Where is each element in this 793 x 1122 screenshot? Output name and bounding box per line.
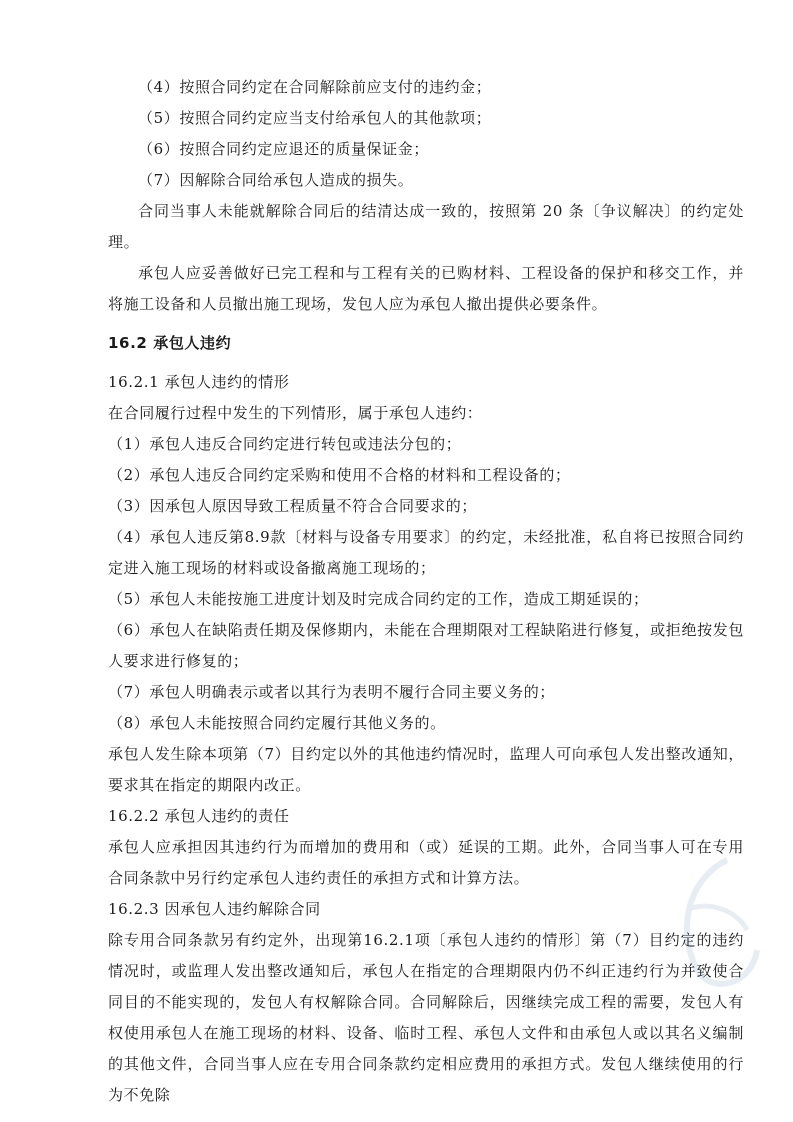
- paragraph-termination: 除专用合同条款另有约定外，出现第16.2.1项〔承包人违约的情形〕第（7）目约定的违约情况时，或监理人发出整改通知后，承包人在指定的合理期限内仍不纠正违约行为并致使合同目的不能实现的，发包人有权解除合同。合同解除后，因继续完成工程的需要，发包人有权使用承包人在施工现场的材料、设备、临时工程、承包人文件和由承包人或以其名义编制的其他文件，合同当事人应在专用合同条款约定相应费用的承担方式。发包人继续使用的行为不免除: [108, 931, 744, 1104]
- paragraph-handover: 承包人应妥善做好已完工程和与工程有关的已购材料、工程设备的保护和移交工作，并将施工设备和人员撤出施工现场，发包人应为承包人撤出提供必要条件。: [108, 264, 744, 313]
- paragraph-liability: 承包人应承担因其违约行为而增加的费用和（或）延误的工期。此外，合同当事人可在专用合同条款中另行约定承包人违约责任的承担方式和计算方法。: [108, 838, 744, 887]
- watermark-graphic: [657, 850, 767, 1000]
- subsection-heading-16-2-1: 16.2.1 承包人违约的情形: [108, 373, 290, 391]
- list-item: （5）承包人未能按施工进度计划及时完成合同约定的工作，造成工期延误的；: [108, 590, 649, 608]
- list-item: （7）承包人明确表示或者以其行为表明不履行合同主要义务的；: [108, 683, 555, 701]
- list-item: （5）按照合同约定应当支付给承包人的其他款项；: [138, 109, 492, 127]
- list-item: （8）承包人未能按照合同约定履行其他义务的。: [108, 714, 446, 732]
- paragraph-intro: 在合同履行过程中发生的下列情形，属于承包人违约：: [108, 404, 483, 422]
- document-body: [108, 72, 744, 1111]
- paragraph-rectification: 承包人发生除本项第（7）目约定以外的其他违约情况时，监理人可向承包人发出整改通知，要求其在指定的期限内改正。: [108, 745, 744, 794]
- list-item: （3）因承包人原因导致工程质量不符合合同要求的；: [108, 497, 477, 515]
- list-item: （7）因解除合同给承包人造成的损失。: [138, 171, 414, 189]
- subsection-heading-16-2-2: 16.2.2 承包人违约的责任: [108, 807, 290, 825]
- subsection-heading-16-2-3: 16.2.3 因承包人违约解除合同: [108, 900, 321, 918]
- section-heading-16-2: 16.2 承包人违约: [108, 334, 232, 352]
- list-item: （4）按照合同约定在合同解除前应支付的违约金；: [138, 78, 492, 96]
- list-item: （4）承包人违反第8.9款〔材料与设备专用要求〕的约定，未经批准，私自将已按照合同约定进入施工现场的材料或设备撤离施工现场的；: [108, 528, 744, 577]
- list-item: （6）承包人在缺陷责任期及保修期内，未能在合理期限对工程缺陷进行修复，或拒绝按发包人要求进行修复的；: [108, 621, 744, 670]
- list-item: （6）按照合同约定应退还的质量保证金；: [138, 140, 429, 158]
- list-item: （1）承包人违反合同约定进行转包或违法分包的；: [108, 435, 462, 453]
- list-item: （2）承包人违反合同约定采购和使用不合格的材料和工程设备的；: [108, 466, 571, 484]
- paragraph-dispute: 合同当事人未能就解除合同后的结清达成一致的，按照第 20 条〔争议解决〕的约定处理。: [108, 202, 744, 251]
